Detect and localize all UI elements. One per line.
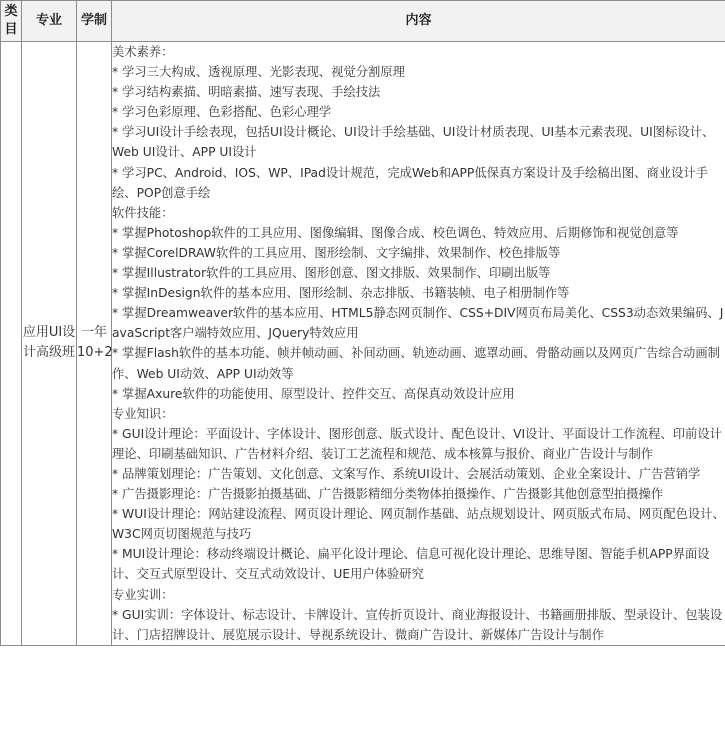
content-line: * 掌握CorelDRAW软件的工具应用、图形绘制、文字编排、效果制作、校色排版等 xyxy=(112,245,561,260)
content-line: * GUI实训：字体设计、标志设计、卡牌设计、宣传折页设计、商业海报设计、书籍画册排版、型录设计、包装设计、门店招牌设计、展览展示设计、导视系统设计、微商广告设计、新媒体广告设计与制作 xyxy=(112,607,723,642)
header-row xyxy=(1,1,725,42)
content-line: 专业知识： xyxy=(112,406,174,421)
content-line: * 广告摄影理论：广告摄影拍摄基础、广告摄影精细分类物体拍摄操作、广告摄影其他创意型拍摄操作 xyxy=(112,487,664,502)
content-line: * 学习三大构成、透视原理、光影表现、视觉分割原理 xyxy=(112,65,405,80)
content-line: * 品牌策划理论：广告策划、文化创意、文案写作、系统UI设计、会展活动策划、企业全案设计、广告营销学 xyxy=(112,466,701,481)
content-line: * 掌握Axure软件的功能使用、原型设计、控件交互、高保真动效设计应用 xyxy=(112,386,515,401)
content-line: * GUI设计理论：平面设计、字体设计、图形创意、版式设计、配色设计、VI设计、平面设计工作流程、印前设计理论、印刷基础知识、广告材料介绍、装订工艺流程和规范、成本核算与报价、商业广告设计与制作 xyxy=(112,426,722,461)
content-line: * 掌握Dreamweaver软件的基本应用、HTML5静态网页制作、CSS+DIV网页布局美化、CSS3动态效果编码、JavaScript客户端特效应用、JQuery特效应用 xyxy=(112,306,724,341)
content-line: * 掌握Illustrator软件的工具应用、图形创意、图文排版、效果制作、印刷出版等 xyxy=(112,266,551,281)
header-duration: 学制 xyxy=(77,1,112,42)
content-line: 软件技能： xyxy=(112,205,174,220)
content-line: * 掌握InDesign软件的基本应用、图形绘制、杂志排版、书籍装帧、电子相册制作等 xyxy=(112,286,570,301)
content-line: * WUI设计理论：网站建设流程、网页设计理论、网页制作基础、站点规划设计、网页版式布局、网页配色设计、W3C网页切图规范与技巧 xyxy=(112,507,725,542)
duration-cell: 一年10+2 xyxy=(77,42,112,646)
header-content: 内容 xyxy=(112,1,725,42)
header-category: 类目 xyxy=(1,1,22,42)
course-row xyxy=(1,42,725,646)
header-major: 专业 xyxy=(22,1,77,42)
content-line: 美术素养： xyxy=(112,45,174,59)
content-cell xyxy=(112,42,725,646)
content-line: * 掌握Flash软件的基本功能、帧并帧动画、补间动画、轨迹动画、遮罩动画、骨骼动画以及网页广告综合动画制作、Web UI动效、APP UI动效等 xyxy=(112,346,720,381)
major-cell: 应用UI设计高级班 xyxy=(22,42,77,646)
content-line: * MUI设计理论：移动终端设计概论、扁平化设计理论、信息可视化设计理论、思维导图、智能手机APP界面设计、交互式原型设计、交互式动效设计、UE用户体验研究 xyxy=(112,547,710,582)
content-line: * 学习结构素描、明暗素描、速写表现、手绘技法 xyxy=(112,85,381,100)
content-line: * 学习色彩原理、色彩搭配、色彩心理学 xyxy=(112,105,332,120)
content-line: * 学习UI设计手绘表现，包括UI设计概论、UI设计手绘基础、UI设计材质表现、UI基本元素表现、UI图标设计、Web UI设计、APP UI设计 xyxy=(112,125,715,160)
category-cell xyxy=(1,42,22,646)
content-line: 专业实训： xyxy=(112,587,174,602)
content-line: * 掌握Photoshop软件的工具应用、图像编辑、图像合成、校色调色、特效应用、后期修饰和视觉创意等 xyxy=(112,225,679,240)
content-line: * 学习PC、Android、IOS、WP、IPad设计规范，完成Web和APP低保真方案设计及手绘稿出图、商业设计手绘、POP创意手绘 xyxy=(112,165,708,200)
